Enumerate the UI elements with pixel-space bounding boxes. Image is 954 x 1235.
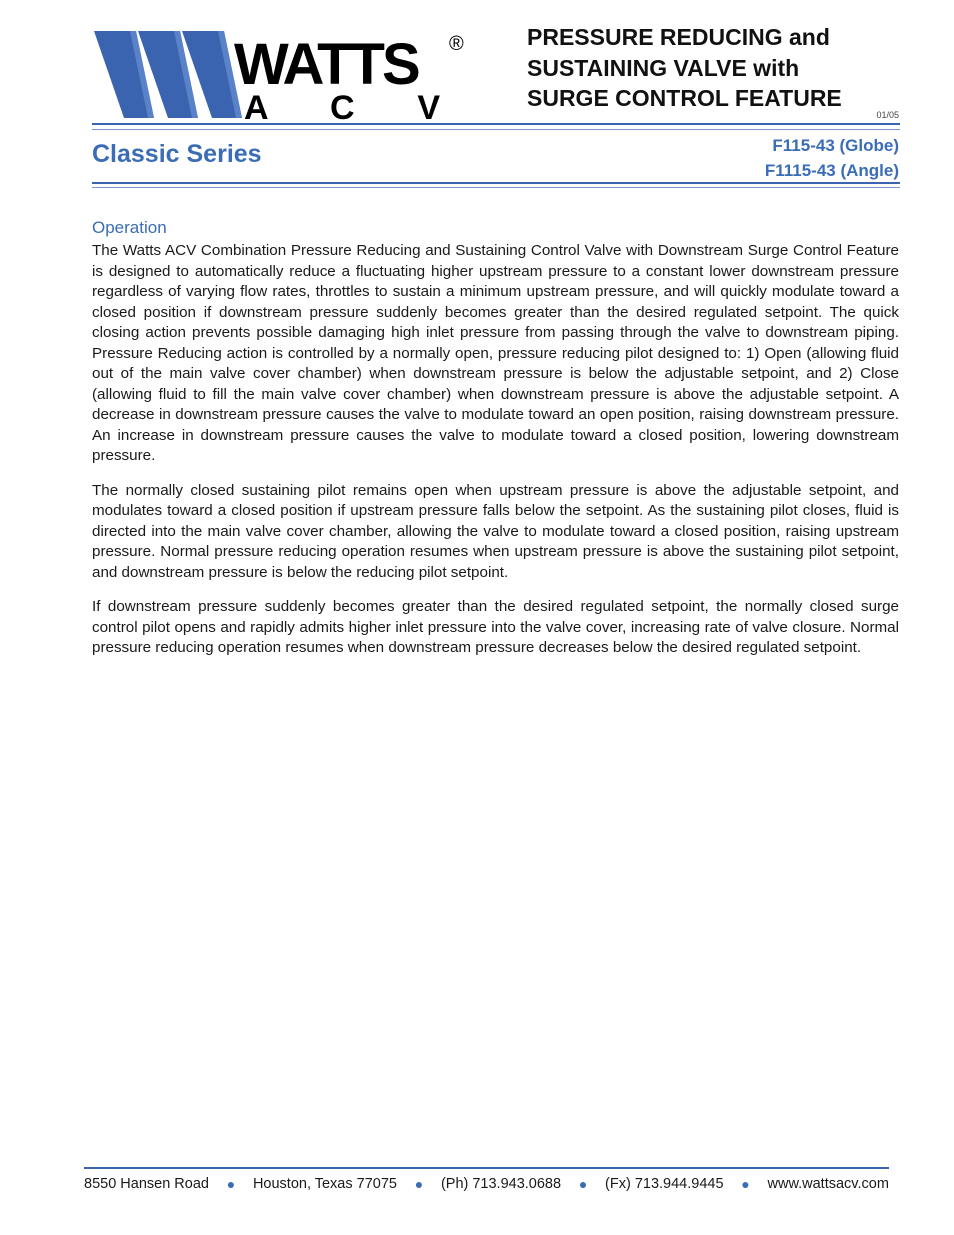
footer-phone: (Ph) 713.943.0688 bbox=[440, 1176, 562, 1192]
revision-date: 01/05 bbox=[876, 110, 899, 120]
model-numbers bbox=[765, 133, 899, 183]
header-divider bbox=[92, 123, 900, 125]
watts-logo-graphic bbox=[94, 28, 474, 123]
bullet-separator: ● bbox=[741, 1176, 750, 1192]
series-title: Classic Series bbox=[92, 140, 262, 168]
paragraph-3: If downstream pressure suddenly becomes greater than the desired regulated setpoint, the normally closed surge control pilot opens and rapidly admits higher inlet pressure into the valve cover, increasing rate of valve closure. Normal pressure reducing operation resumes when downstream pressure decreases below the desired regulated setpoint. bbox=[92, 598, 899, 656]
footer-city: Houston, Texas 77075 bbox=[252, 1176, 397, 1192]
section-heading: Operation bbox=[92, 218, 167, 237]
series-divider-thin bbox=[92, 187, 900, 188]
series-divider bbox=[92, 182, 900, 184]
paragraph-2: The normally closed sustaining pilot remains open when upstream pressure is above the adjustable setpoint, and modulates toward a closed position if upstream pressure falls below the setpoint. As the sustaining pilot closes, fluid is directed into the main valve cover chamber, allowing the valve to modulate toward a closed position, raising upstream pressure. Normal pressure reducing operation resumes when upstream pressure is above the sustaining pilot setpoint, and downstream pressure is below the reducing pilot setpoint. bbox=[92, 481, 899, 581]
header-divider-thin bbox=[92, 129, 900, 130]
footer-contact bbox=[84, 1176, 889, 1192]
title-line-2: SUSTAINING VALVE with bbox=[527, 54, 800, 81]
model-globe: F115-43 (Globe) bbox=[772, 136, 899, 155]
footer-fax: (Fx) 713.944.9445 bbox=[605, 1176, 724, 1192]
watts-acv-logo bbox=[94, 28, 474, 123]
footer-website-link[interactable]: www.wattsacv.com bbox=[767, 1176, 889, 1192]
operation-section bbox=[92, 218, 899, 673]
footer-divider bbox=[84, 1167, 889, 1169]
footer-address: 8550 Hansen Road bbox=[84, 1176, 209, 1192]
model-angle: F1115-43 (Angle) bbox=[764, 161, 899, 180]
title-line-1: PRESSURE REDUCING and bbox=[527, 24, 830, 50]
document-title bbox=[527, 22, 899, 114]
logo-acv: A C V bbox=[244, 89, 440, 123]
bullet-separator: ● bbox=[578, 1176, 588, 1192]
bullet-separator: ● bbox=[226, 1176, 236, 1192]
title-line-3: SURGE CONTROL FEATURE bbox=[527, 85, 842, 111]
paragraph-1: The Watts ACV Combination Pressure Reducing and Sustaining Control Valve with Downstream Surge Control Feature is designed to automatically reduce a fluctuating higher upstream pressure to a constant lower downstream pressure regardless of varying flow rates, throttles to sustain a minimum upstream pressure, and will quickly modulate toward a closed position if downstream pressure suddenly becomes greater than the desired regulated setpoint. The quick closing action prevents possible damaging high inlet pressure from passing through the valve to downstream piping. Pressure Reducing action is controlled by a normally open, pressure reducing pilot designed to: 1) Open (allowing fluid out of the main valve cover chamber) when downstream pressure is below the adjustable setpoint, and 2) Close (allowing fluid to fill the main valve cover chamber) when downstream pressure is above the adjustable setpoint. A decrease in downstream pressure causes the valve to modulate toward an open position, raising downstream pressure. An increase in downstream pressure causes the valve to modulate toward a closed position, lowering downstream pressure. bbox=[92, 242, 899, 464]
registered-mark: ® bbox=[449, 33, 464, 55]
bullet-separator: ● bbox=[414, 1176, 424, 1192]
logo-wordmark: WATTS bbox=[234, 32, 418, 97]
